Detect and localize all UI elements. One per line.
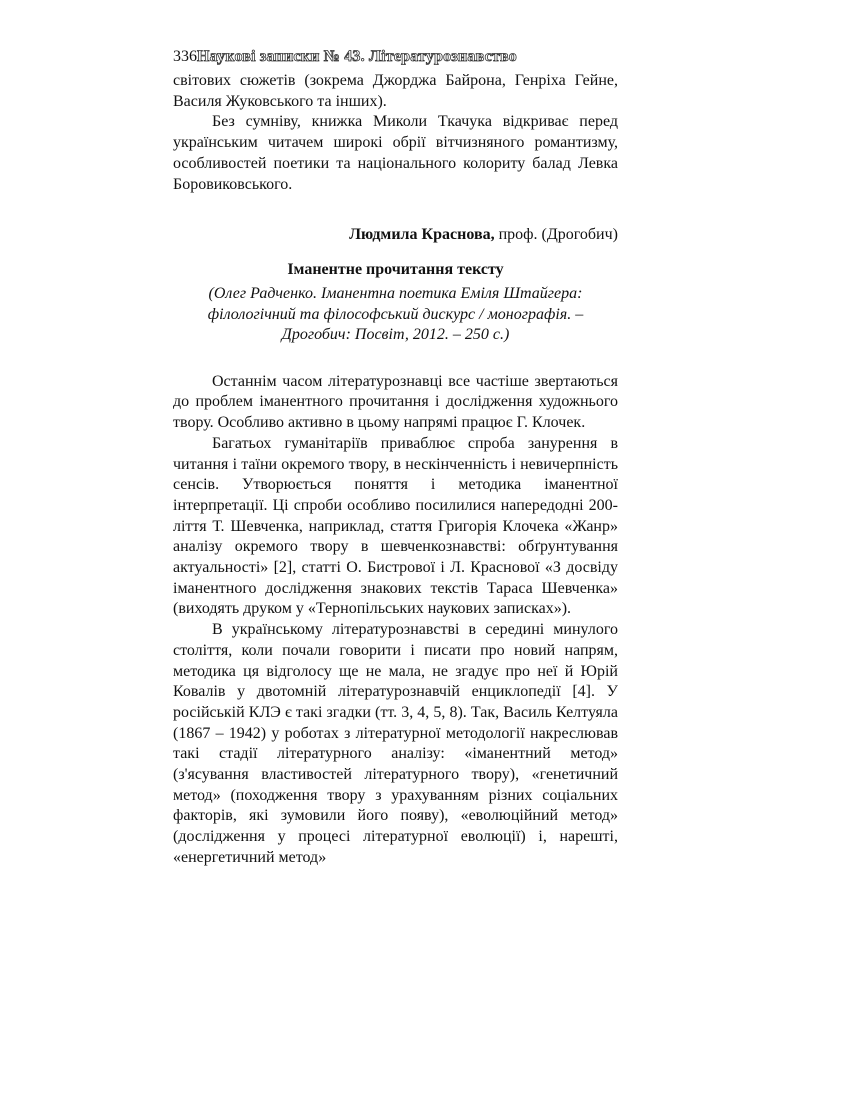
page-number: 336 <box>173 48 197 65</box>
journal-title: Наукові записки № 43. Літературознавство <box>197 48 517 65</box>
body-paragraph: В українському літературознавстві в середині минулого століття, коли почали говорити і писати про новий напрям, методика ця відголосу ще не мала, не згадує про неї й Юрій Ковалів у двотомній літературознавчій енциклопедії [4]. У російській КЛЭ є такі згадки (тт. 3, 4, 5, 8). Так, Василь Келтуяла (1867 – 1942) у роботах з літературної методології накреслював такі стадії літературного аналізу: «іманентний метод» (з'ясування властивостей літературного твору), «генетичний метод» (походження твору з урахуванням різних соціальних факторів, які зумовили його появу), «еволюційний метод» (дослідження у процесі літературної еволюції) і, нарешті, «енергетичний метод» <box>173 621 618 866</box>
review-signature <box>173 225 618 245</box>
previous-review-paragraph: світових сюжетів (зокрема Джорджа Байрона, Генріха Гейне, Василя Жуковського та інших). <box>173 72 618 110</box>
page-content <box>173 47 618 869</box>
body-paragraph: Багатьох гуманітаріїв приваблює спроба занурення в читання і таїни окремого твору, в нескінченність і невичерпність сенсів. Утворюється поняття і методика іманентної інтерпретації. Ці спроби особливо посилилися напередодні 200-ліття Т. Шевченка, наприклад, стаття Григорія Клочека «Жанр» аналізу окремого твору в шевченкознавстві: обґрунтування актуальності» [2], статті О. Бистрової і Л. Краснової «З досвіду іманентного дослідження знакових текстів Тараса Шевченка» (виходять друком у «Тернопільських наукових записках»). <box>173 434 618 618</box>
author-affiliation: проф. (Дрогобич) <box>494 226 618 244</box>
author-name: Людмила Краснова, <box>349 226 495 244</box>
previous-review-paragraph: Без сумніву, книжка Миколи Ткачука відкриває перед українським читачем широкі обрії вітчизняного романтизму, особливостей поетики та національного колориту балад Левка Боровиковського. <box>173 113 618 193</box>
running-header <box>173 47 618 67</box>
body-paragraph: Останнім часом літературознавці все частіше звертаються до проблем іманентного прочитання і дослідження художнього твору. Особливо активно в цьому напрямі працює Г. Клочек. <box>173 372 618 432</box>
reviewed-book-citation: (Олег Радченко. Іманентна поетика Еміля Штайгера: філологічний та філософський дискурс / монографія. – Дрогобич: Посвіт, 2012. – 250 с.) <box>207 285 584 344</box>
review-title: Іманентне прочитання тексту <box>287 261 504 279</box>
